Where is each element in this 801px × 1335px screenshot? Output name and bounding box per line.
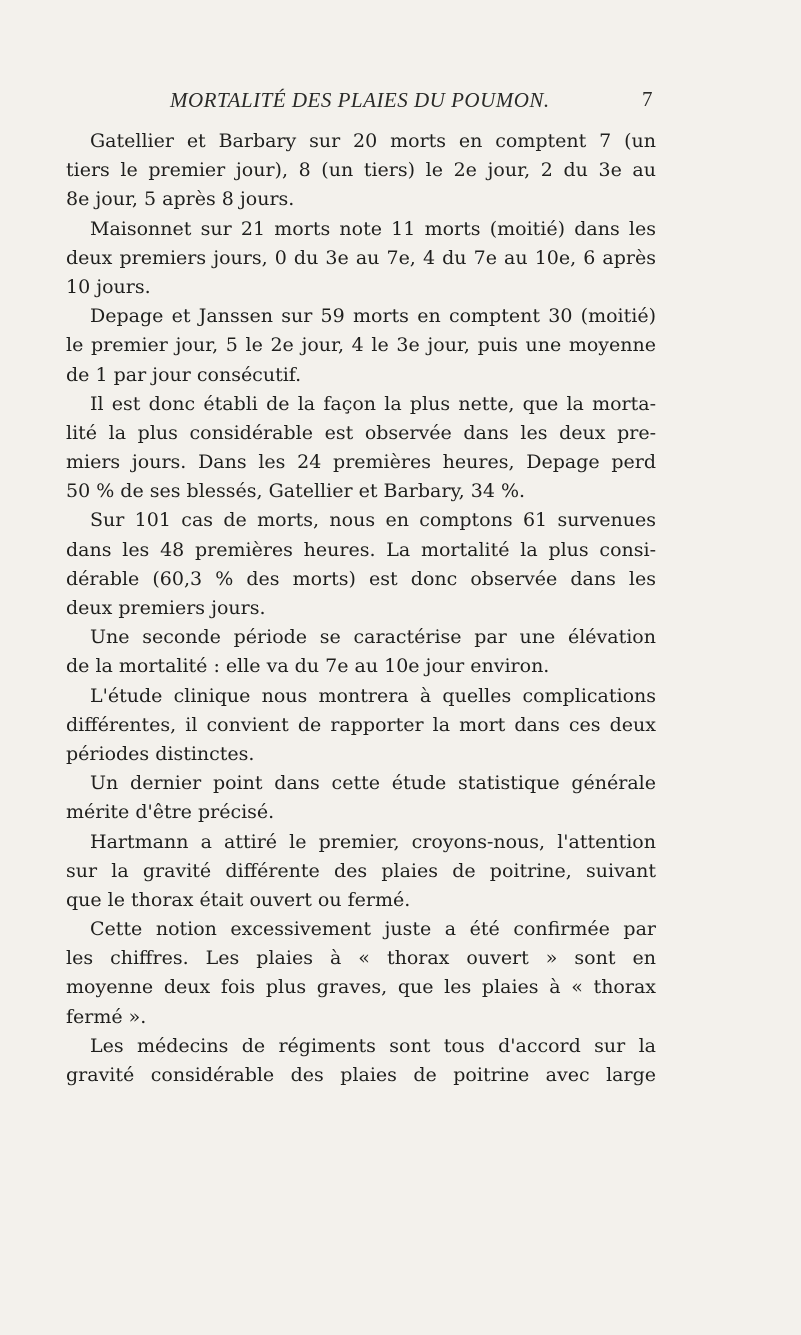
text-line: fermé ». — [66, 1005, 147, 1028]
text-line: miers jours. Dans les 24 premières heures, Depage perd — [66, 451, 656, 474]
text-line: Cette notion excessivement juste a été confirmée par — [90, 918, 656, 941]
text-line: le premier jour, 5 le 2e jour, 4 le 3e jour, puis une moyenne — [66, 334, 656, 357]
text-line: 10 jours. — [66, 275, 151, 298]
text-line: deux premiers jours. — [66, 597, 266, 619]
text-line: que le thorax était ouvert ou fermé. — [66, 888, 411, 911]
text-line: deux premiers jours, 0 du 3e au 7e, 4 du 7e au 10e, 6 après — [66, 246, 656, 269]
page-number: 7 — [642, 87, 653, 111]
text-line: dérable (60,3 % des morts) est donc observée dans les — [66, 567, 656, 590]
text-line: 8e jour, 5 après 8 jours. — [66, 188, 295, 211]
text-line: Les médecins de régiments sont tous d'accord sur la — [90, 1034, 656, 1057]
text-line: Il est donc établi de la façon la plus nette, que la morta- — [90, 392, 656, 415]
text-line: Depage et Janssen sur 59 morts en comptent 30 (moitié) — [90, 305, 656, 328]
text-line: L'étude clinique nous montrera à quelles complications — [90, 684, 656, 707]
text-line: moyenne deux fois plus graves, que les plaies à « thorax — [66, 976, 656, 999]
text-line: lité la plus considérable est observée dans les deux pre- — [66, 421, 656, 444]
text-line: différentes, il convient de rapporter la mort dans ces deux — [66, 713, 656, 736]
text-line: Un dernier point dans cette étude statistique générale — [90, 772, 656, 795]
text-line: Gatellier et Barbary sur 20 morts en comptent 7 (un — [90, 130, 656, 152]
text-line: 50 % de ses blessés, Gatellier et Barbary, 34 %. — [66, 480, 526, 503]
running-head-title: MORTALITÉ DES PLAIES DU POUMON. — [170, 88, 550, 112]
text-line: Sur 101 cas de morts, nous en comptons 61 survenues — [90, 509, 656, 532]
text-line: tiers le premier jour), 8 (un tiers) le 2e jour, 2 du 3e au — [66, 159, 656, 182]
text-line: gravité considérable des plaies de poitrine avec large — [66, 1064, 656, 1086]
text-line: mérite d'être précisé. — [66, 801, 275, 824]
text-line: périodes distinctes. — [66, 742, 255, 765]
text-line: les chiffres. Les plaies à « thorax ouvert » sont en — [66, 947, 656, 970]
text-line: Hartmann a attiré le premier, croyons-nous, l'attention — [90, 830, 656, 853]
text-line: de 1 par jour consécutif. — [66, 363, 302, 386]
text-line: Une seconde période se caractérise par une élévation — [90, 626, 656, 649]
text-line: dans les 48 premières heures. La mortalité la plus consi- — [66, 538, 656, 561]
body-text — [66, 127, 656, 1090]
text-line: sur la gravité différente des plaies de poitrine, suivant — [66, 859, 656, 882]
text-line: Maisonnet sur 21 morts note 11 morts (moitié) dans les — [90, 217, 656, 240]
text-line: de la mortalité : elle va du 7e au 10e jour environ. — [66, 655, 550, 678]
